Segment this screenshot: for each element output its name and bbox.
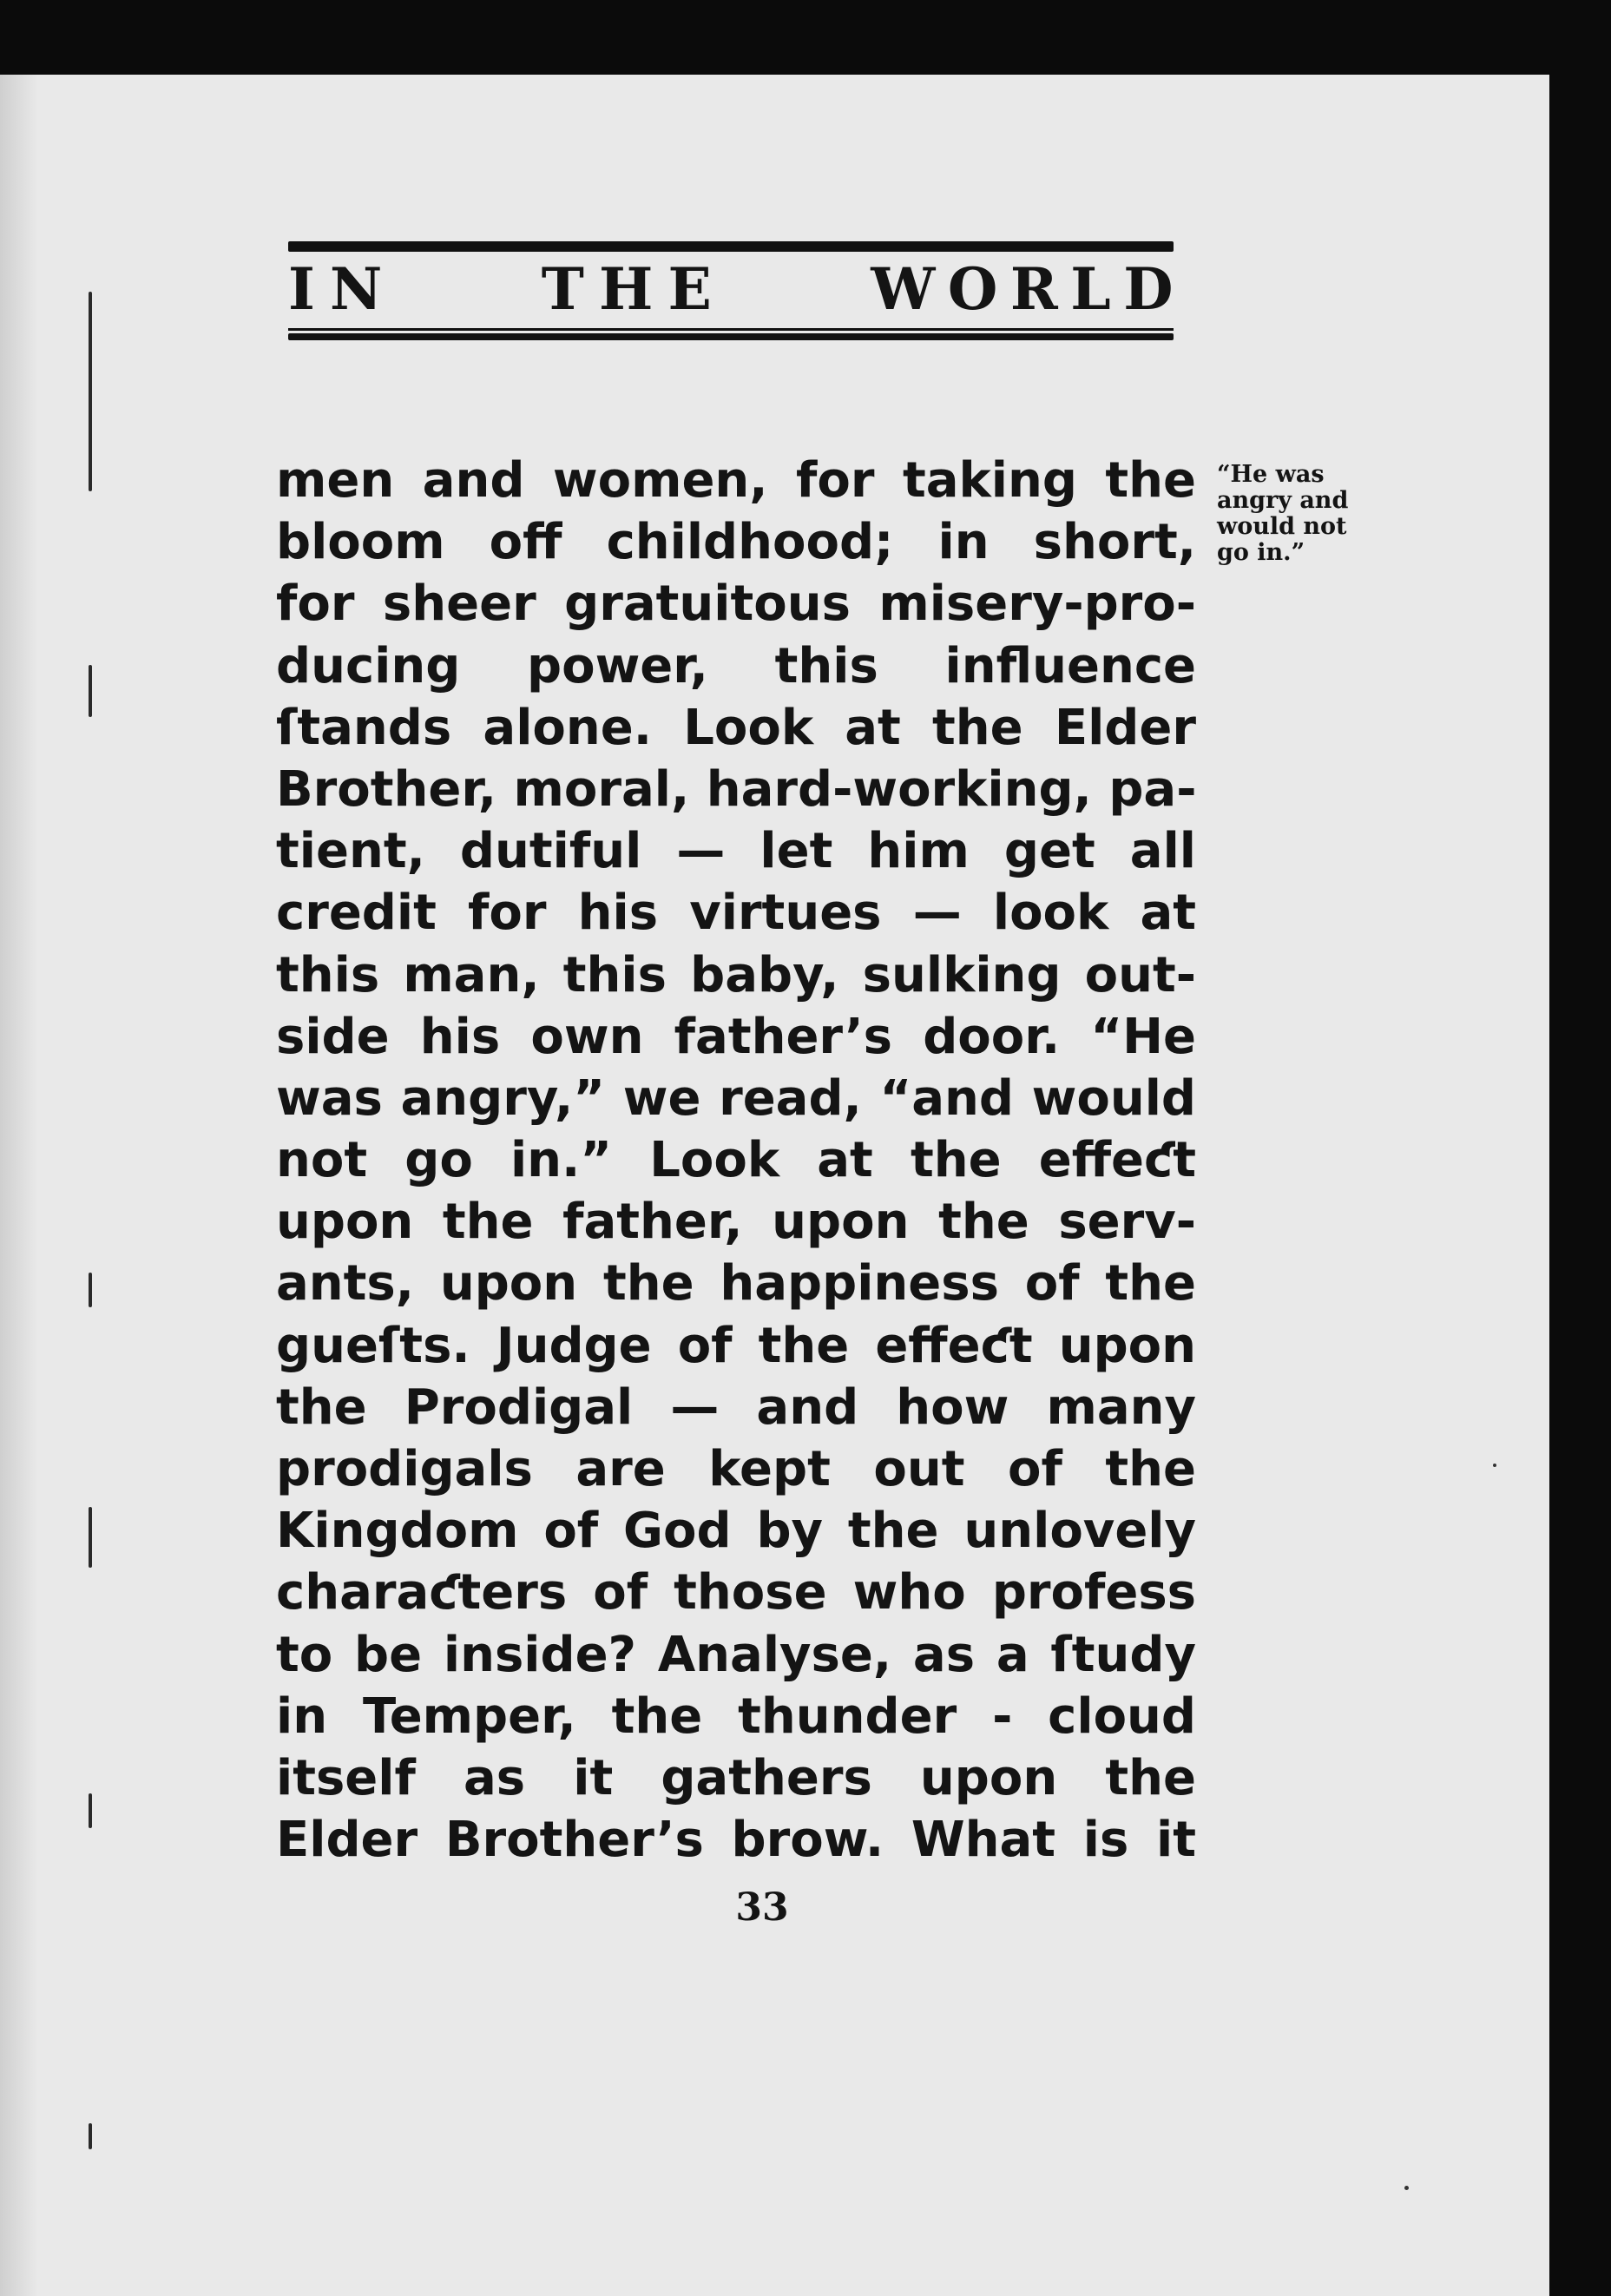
text-line: this man, this baby, sulking out- bbox=[276, 946, 1196, 1003]
marginal-note-line: would not bbox=[1217, 513, 1347, 540]
header-rule-top bbox=[288, 241, 1174, 252]
text-line: bloom off childhood; in short, bbox=[276, 514, 1196, 571]
body-text bbox=[276, 450, 1196, 1871]
text-line: ſtands alone. Look at the Elder bbox=[276, 699, 1196, 756]
marginal-note-line: angry and bbox=[1217, 487, 1349, 514]
text-line: was angry,” we read, “and would bbox=[276, 1069, 1196, 1127]
running-head-word: WORLD bbox=[871, 255, 1186, 323]
marginal-note-line: “He was bbox=[1217, 461, 1325, 488]
text-line: in Temper, the thunder - cloud bbox=[276, 1687, 1196, 1745]
text-line: to be inside? Analyse, as a ſtudy bbox=[276, 1626, 1196, 1683]
spine-mark bbox=[89, 1507, 92, 1568]
scan-border bbox=[1549, 75, 1611, 2296]
text-line: prodigals are kept out of the bbox=[276, 1441, 1196, 1497]
spine-mark bbox=[89, 292, 92, 491]
marginal-note bbox=[1217, 462, 1399, 566]
text-line: Kingdom of God by the unlovely bbox=[276, 1503, 1196, 1560]
text-line: for sheer gratuitous misery-pro- bbox=[276, 576, 1196, 633]
text-line: gueſts. Judge of the effeƈt upon bbox=[276, 1317, 1196, 1374]
spine-mark bbox=[89, 2123, 92, 2149]
text-line: ducing power, this influence bbox=[276, 637, 1196, 694]
text-line: itself as it gathers upon the bbox=[276, 1749, 1196, 1806]
text-line: credit for his virtues — look at bbox=[276, 885, 1196, 942]
page-number: 33 bbox=[735, 1885, 789, 1930]
running-head-word: THE bbox=[541, 255, 727, 323]
binding-shadow bbox=[0, 75, 38, 2296]
text-line: the Prodigal — and how many bbox=[276, 1378, 1196, 1436]
speck bbox=[1493, 1464, 1496, 1467]
text-line: ants, upon the happiness of the bbox=[276, 1255, 1196, 1312]
text-line: charaƈters of those who profess bbox=[276, 1564, 1196, 1622]
running-head-title bbox=[288, 252, 1186, 325]
text-line: upon the father, upon the serv- bbox=[276, 1194, 1196, 1251]
text-line: Elder Brother’s brow. What is it bbox=[276, 1812, 1196, 1869]
spine-mark bbox=[89, 665, 92, 717]
text-line: Brother, moral, hard-working, pa- bbox=[276, 760, 1197, 818]
spine-mark bbox=[89, 1273, 92, 1307]
spine-mark bbox=[89, 1793, 92, 1828]
header-rule-bottom-thin bbox=[288, 328, 1174, 331]
text-line: side his own father’s door. “He bbox=[276, 1008, 1196, 1065]
running-head-word: IN bbox=[288, 255, 398, 323]
header-rule-bottom bbox=[288, 333, 1174, 340]
text-line: not go in.” Look at the effeƈt bbox=[276, 1132, 1196, 1189]
text-line: men and women, for taking the bbox=[276, 452, 1196, 509]
speck bbox=[1404, 2186, 1409, 2190]
running-header bbox=[288, 241, 1186, 340]
text-line: tient, dutiful — let him get all bbox=[276, 823, 1196, 880]
marginal-note-line: go in.” bbox=[1217, 539, 1305, 566]
